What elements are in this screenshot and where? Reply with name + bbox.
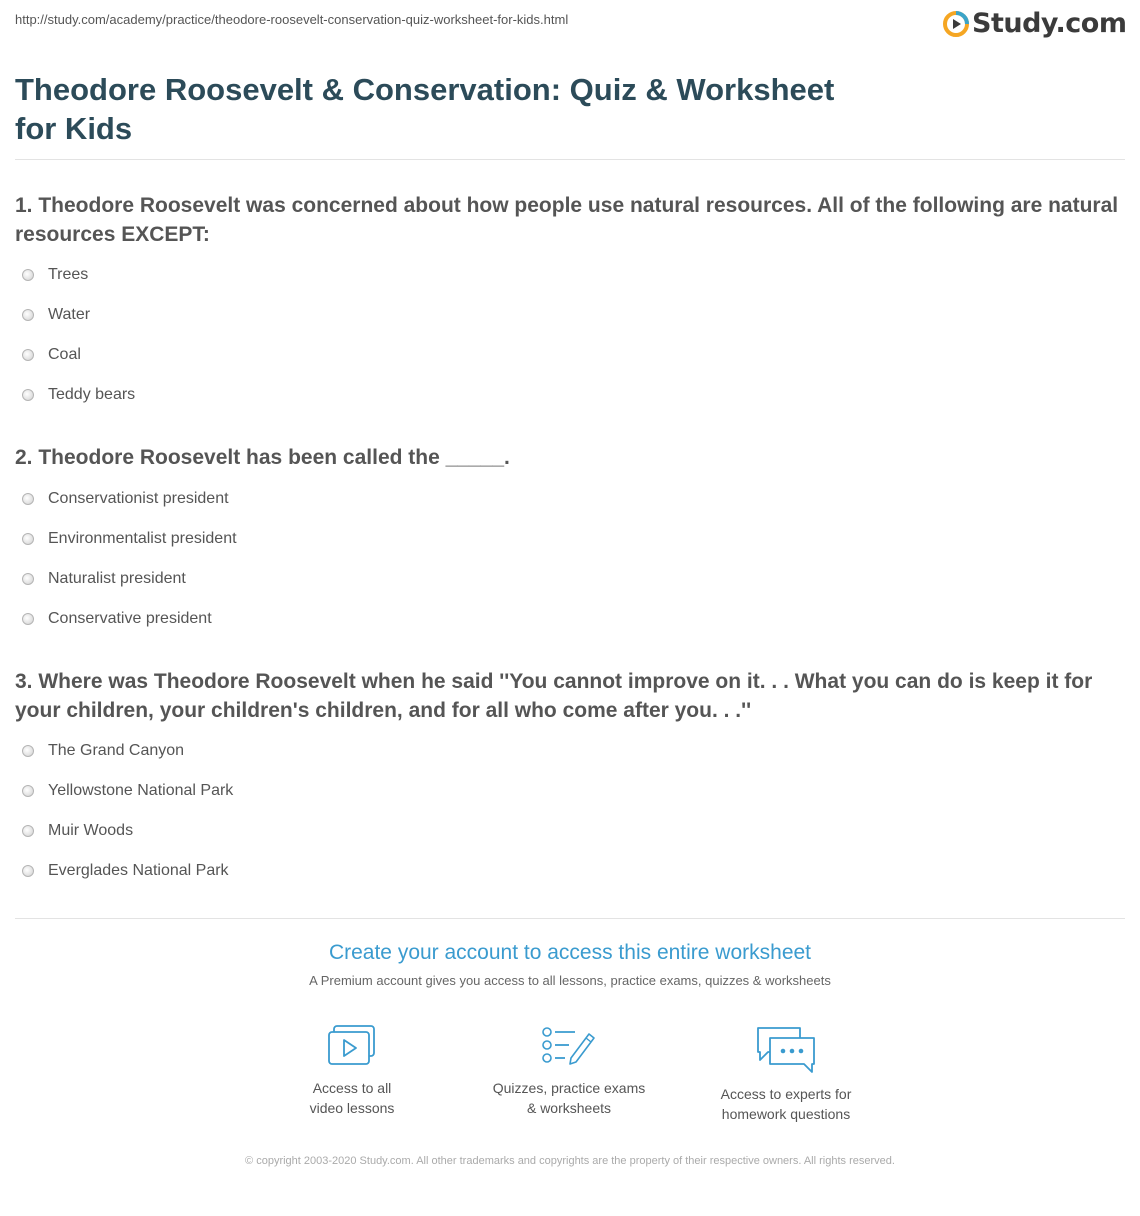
feature-quizzes [479, 1024, 659, 1118]
answer-option[interactable] [22, 375, 135, 415]
radio-button[interactable] [22, 785, 34, 797]
answer-label: Everglades National Park [48, 862, 229, 879]
logo-text: Study.com [972, 8, 1127, 39]
title-divider [15, 159, 1125, 160]
play-circle-icon [943, 11, 969, 37]
answer-option[interactable] [22, 335, 135, 375]
radio-button[interactable] [22, 825, 34, 837]
page-url: http://study.com/academy/practice/theodore-roosevelt-conservation-quiz-worksheet-for-kids.html [15, 12, 569, 27]
radio-button[interactable] [22, 745, 34, 757]
question-3: 3. Where was Theodore Roosevelt when he said ''You cannot improve on it. . . What you can do is keep it for your children, your children's children, and for all who come after you. . .'' [15, 670, 1093, 722]
answer-option[interactable] [22, 519, 237, 559]
answer-label: Coal [48, 346, 81, 363]
answer-option[interactable] [22, 295, 135, 335]
radio-button[interactable] [22, 573, 34, 585]
answer-option[interactable] [22, 771, 233, 811]
feature-label: Access to experts for homework questions [720, 1086, 852, 1122]
radio-button[interactable] [22, 269, 34, 281]
answer-label: Trees [48, 266, 89, 283]
answer-label: Water [48, 306, 91, 323]
radio-button[interactable] [22, 493, 34, 505]
feature-label: Quizzes, practice exams & worksheets [492, 1080, 646, 1116]
premium-description: A Premium account gives you access to all lessons, practice exams, quizzes & worksheets [309, 973, 831, 988]
feature-video-lessons [262, 1024, 442, 1118]
answer-option[interactable] [22, 559, 237, 599]
answer-label: The Grand Canyon [48, 742, 185, 759]
answer-label: Teddy bears [48, 386, 136, 403]
answer-option[interactable] [22, 479, 237, 519]
answer-label: Naturalist president [48, 570, 186, 587]
question-1-options [22, 255, 135, 415]
copyright-notice: © copyright 2003-2020 Study.com. All other trademarks and copyrights are the property of their respective owners. All rights reserved. [245, 1155, 895, 1167]
question-2: 2. Theodore Roosevelt has been called the _____. [15, 446, 510, 469]
answer-option[interactable] [22, 851, 233, 891]
page-title: Theodore Roosevelt & Conservation: Quiz & Worksheet for Kids [15, 72, 835, 146]
question-2-options [22, 479, 237, 639]
video-lessons-icon [327, 1024, 377, 1068]
radio-button[interactable] [22, 533, 34, 545]
radio-button[interactable] [22, 865, 34, 877]
radio-button[interactable] [22, 309, 34, 321]
radio-button[interactable] [22, 613, 34, 625]
answer-label: Muir Woods [48, 822, 134, 839]
answer-option[interactable] [22, 731, 233, 771]
question-3-options [22, 731, 233, 891]
answer-label: Yellowstone National Park [48, 782, 234, 799]
radio-button[interactable] [22, 349, 34, 361]
answer-label: Environmentalist president [48, 530, 237, 547]
chat-bubbles-icon [754, 1024, 818, 1074]
radio-button[interactable] [22, 389, 34, 401]
section-divider [15, 918, 1125, 919]
answer-option[interactable] [22, 811, 233, 851]
feature-label: Access to all video lessons [309, 1080, 395, 1116]
answer-option[interactable] [22, 255, 135, 295]
question-1: 1. Theodore Roosevelt was concerned about how people use natural resources. All of the following are natural resources EXCEPT: [15, 194, 1119, 246]
answer-label: Conservative president [48, 610, 212, 627]
answer-label: Conservationist president [48, 490, 229, 507]
quiz-checklist-icon [541, 1024, 597, 1068]
answer-option[interactable] [22, 599, 237, 639]
study-logo[interactable] [943, 8, 1126, 39]
create-account-link[interactable]: Create your account to access this entire worksheet [328, 941, 812, 964]
feature-experts [696, 1024, 876, 1124]
